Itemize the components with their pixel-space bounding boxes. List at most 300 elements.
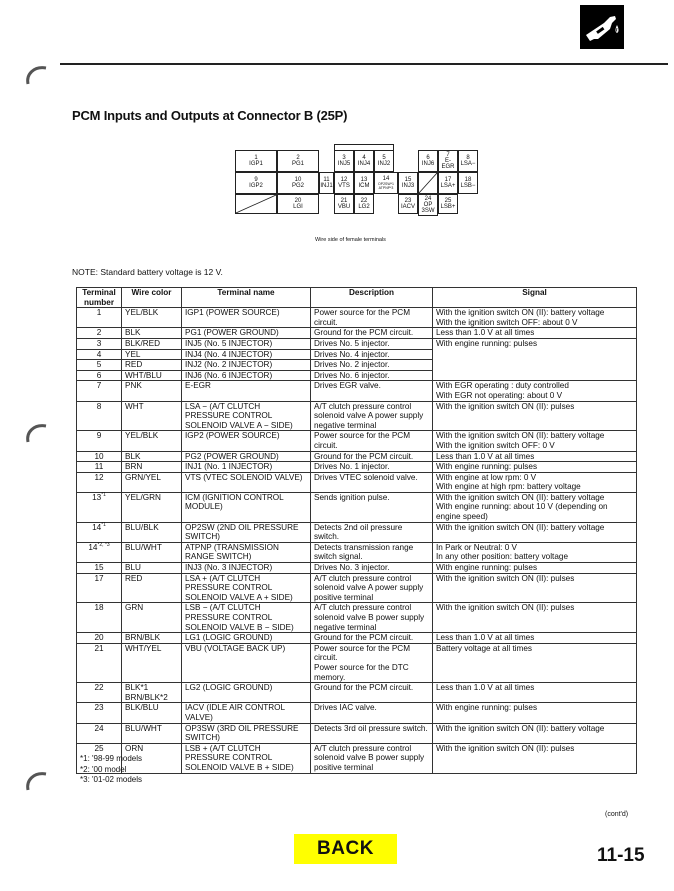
terminal-number: 14 <box>382 176 390 182</box>
cell-description-text: Drives EGR valve. <box>314 381 381 391</box>
terminal-number: 17 <box>444 177 452 183</box>
footnote: *2: '00 model <box>80 764 127 774</box>
cell-terminal-number-text: 18 <box>94 603 104 613</box>
table-row <box>77 522 637 542</box>
cell-signal-text: In Park or Neutral: 0 V In any other position: battery voltage <box>436 542 568 562</box>
table-row <box>77 492 637 522</box>
cell-terminal-name <box>182 723 311 743</box>
cell-signal <box>433 381 637 401</box>
terminal-number: 11 <box>323 177 330 183</box>
cell-wire-color <box>122 338 182 349</box>
cell-wire-color <box>122 349 182 360</box>
cell-wire-color-text: BRN <box>125 462 143 472</box>
cell-description-text: Ground for the PCM circuit. <box>314 683 414 693</box>
cell-terminal-number <box>77 328 122 339</box>
cell-terminal-name <box>182 360 311 371</box>
cell-terminal-name <box>182 643 311 682</box>
cell-terminal-name-text: INJ4 (No. 4 INJECTOR) <box>185 349 273 359</box>
cell-terminal-name <box>182 328 311 339</box>
terminal-label: INJ2 <box>377 161 391 167</box>
cell-description-text: Detects transmission range switch signal. <box>314 542 414 562</box>
cell-wire-color <box>122 431 182 451</box>
terminal-number: 5 <box>382 155 386 161</box>
cell-signal-text: With the ignition switch ON (II): pulses <box>436 573 575 583</box>
table-row <box>77 683 637 703</box>
cell-wire-color <box>122 542 182 562</box>
cell-description <box>311 603 433 633</box>
cell-terminal-number-text: 3 <box>96 338 102 348</box>
cell-terminal-name-text: IGP2 (POWER SOURCE) <box>185 431 280 441</box>
cell-terminal-name-text: INJ5 (No. 5 INJECTOR) <box>185 338 273 348</box>
cell-wire-color <box>122 472 182 492</box>
cell-signal <box>433 643 637 682</box>
cell-wire-color-text: BLU/BLK <box>125 522 159 532</box>
cell-terminal-name-text: ATPNP (TRANSMISSION RANGE SWITCH) <box>185 542 279 562</box>
cell-terminal-name-text: VBU (VOLTAGE BACK UP) <box>185 643 286 653</box>
terminal-number: 4 <box>362 155 366 161</box>
cell-terminal-name <box>182 472 311 492</box>
cell-description-text: Drives No. 3 injector. <box>314 563 390 573</box>
cell-terminal-number-text: 6 <box>96 370 102 380</box>
header-terminal-number: Terminal number <box>77 288 122 308</box>
cell-terminal-number-text: 1 <box>96 308 102 318</box>
terminal-label: LSA− <box>460 161 476 167</box>
cell-wire-color <box>122 308 182 328</box>
cell-terminal-number-text: 22 <box>94 683 104 693</box>
connector-terminal-20 <box>277 194 319 214</box>
cell-wire-color-text: BLK/BLU <box>125 703 159 713</box>
cell-description <box>311 451 433 462</box>
connector-terminal-22 <box>354 194 374 214</box>
cell-description <box>311 381 433 401</box>
cell-description-text: A/T clutch pressure control solenoid valve A power supply negative terminal <box>314 401 424 430</box>
cell-terminal-name-text: OP3SW (3RD OIL PRESSURE SWITCH) <box>185 723 299 743</box>
cell-signal-text: With engine at low rpm: 0 V With engine at high rpm: battery voltage <box>436 472 581 492</box>
cell-terminal-number <box>77 381 122 401</box>
cell-terminal-name-text: OP2SW (2ND OIL PRESSURE SWITCH) <box>185 522 299 542</box>
cell-terminal-name <box>182 522 311 542</box>
cell-signal <box>433 522 637 542</box>
cell-description <box>311 683 433 703</box>
cell-terminal-number-text: 25 <box>94 743 104 753</box>
cell-description <box>311 431 433 451</box>
cell-terminal-number <box>77 603 122 633</box>
connector-terminal-1 <box>235 150 277 172</box>
cell-wire-color <box>122 573 182 603</box>
cell-terminal-name-text: INJ3 (No. 3 INJECTOR) <box>185 563 273 573</box>
cell-description-text: Drives No. 2 injector. <box>314 360 390 370</box>
cell-terminal-name <box>182 743 311 773</box>
table-row <box>77 381 637 401</box>
cell-wire-color-text: WHT/BLU <box>125 370 162 380</box>
connector-terminal-24 <box>418 194 438 216</box>
terminal-label: INJ1 <box>320 183 333 189</box>
cell-signal <box>433 401 637 431</box>
cell-terminal-number-text: 24 <box>94 723 104 733</box>
binder-ring-mark <box>24 768 50 794</box>
table-row <box>77 723 637 743</box>
connector-terminal-12 <box>334 172 354 194</box>
terminal-label: INJ3 <box>401 183 415 189</box>
terminal-number: 23 <box>404 198 412 204</box>
cell-description <box>311 633 433 644</box>
cell-signal-text: With the ignition switch ON (II): pulses <box>436 603 575 613</box>
cell-description <box>311 522 433 542</box>
cell-wire-color <box>122 703 182 723</box>
cell-description <box>311 360 433 371</box>
cell-terminal-number-text: 10 <box>94 451 104 461</box>
header-terminal-name: Terminal name <box>182 288 311 308</box>
cell-description <box>311 338 433 349</box>
cell-description-text: Detects 2nd oil pressure switch. <box>314 522 403 542</box>
terminal-number: 3 <box>342 155 346 161</box>
cell-terminal-name <box>182 703 311 723</box>
cell-wire-color-text: BLK*1 BRN/BLK*2 <box>125 683 168 702</box>
cell-wire-color-text: RED <box>125 360 143 370</box>
cell-signal <box>433 703 637 723</box>
cell-terminal-name-text: LSB + (A/T CLUTCH PRESSURE CONTROL SOLENOID VALVE B + SIDE) <box>185 743 294 772</box>
cell-terminal-number-text: 13 <box>92 492 102 502</box>
cell-signal <box>433 563 637 574</box>
cell-terminal-number <box>77 633 122 644</box>
terminal-label: OP2SW*1 ATPNP*3 <box>378 182 394 190</box>
table-row <box>77 603 637 633</box>
cell-signal-text: Battery voltage at all times <box>436 643 533 653</box>
cell-terminal-name <box>182 462 311 473</box>
cell-description <box>311 462 433 473</box>
cell-signal <box>433 451 637 462</box>
cell-description-text: Power source for the PCM circuit. <box>314 431 411 450</box>
footnote-marker: *2, *3 <box>97 541 110 548</box>
cell-description <box>311 643 433 682</box>
cell-wire-color <box>122 462 182 473</box>
cell-description-text: Ground for the PCM circuit. <box>314 328 414 338</box>
cell-signal-text: With the ignition switch ON (II): battery voltage With engine running: about 10 V (depending on engine speed) <box>436 492 608 522</box>
cell-terminal-number-text: 7 <box>96 381 102 391</box>
table-row <box>77 308 637 328</box>
cell-terminal-number-text: 2 <box>96 328 102 338</box>
cell-wire-color <box>122 643 182 682</box>
cell-wire-color-text: YEL/GRN <box>125 492 161 502</box>
table-row <box>77 338 637 349</box>
footnotes <box>80 754 142 786</box>
cell-terminal-name <box>182 451 311 462</box>
cell-terminal-number <box>77 370 122 381</box>
cell-description <box>311 349 433 360</box>
cell-terminal-name <box>182 542 311 562</box>
cell-wire-color <box>122 633 182 644</box>
pcm-terminal-table <box>76 287 637 774</box>
cell-terminal-name-text: IACV (IDLE AIR CONTROL VALVE) <box>185 703 285 722</box>
connector-diagram <box>0 0 674 240</box>
terminal-number: 7 <box>446 152 450 158</box>
connector-terminal-4 <box>354 150 374 172</box>
connector-terminal-8 <box>458 150 478 172</box>
cell-terminal-name <box>182 308 311 328</box>
cell-wire-color-text: RED <box>125 573 143 583</box>
cell-description <box>311 573 433 603</box>
cell-description <box>311 723 433 743</box>
cell-terminal-number <box>77 522 122 542</box>
cell-terminal-number-text: 14 <box>88 542 98 552</box>
terminal-label: IACV <box>400 204 415 210</box>
table-row <box>77 431 637 451</box>
cell-terminal-name-text: LG1 (LOGIC GROUND) <box>185 633 273 643</box>
cell-terminal-name <box>182 603 311 633</box>
cell-wire-color <box>122 723 182 743</box>
cell-terminal-name-text: PG2 (POWER GROUND) <box>185 451 279 461</box>
table-row <box>77 703 637 723</box>
cell-signal-text: With the ignition switch ON (II): battery voltage <box>436 723 605 733</box>
cell-description-text: Drives No. 5 injector. <box>314 338 390 348</box>
cell-signal-text: With EGR operating : duty controlled With EGR not operating: about 0 V <box>436 381 569 400</box>
cell-wire-color-text: YEL <box>125 349 141 359</box>
connector-terminal-5 <box>374 150 394 172</box>
cell-wire-color-text: BLU <box>125 563 141 573</box>
cell-description <box>311 308 433 328</box>
cell-terminal-number-text: 12 <box>94 472 104 482</box>
cell-wire-color-text: BRN/BLK <box>125 633 161 643</box>
table-row <box>77 563 637 574</box>
cell-signal-text: Less than 1.0 V at all times <box>436 633 535 643</box>
cell-signal <box>433 472 637 492</box>
terminal-label: INJ4 <box>357 161 371 167</box>
cell-signal-text: With the ignition switch ON (II): battery voltage With the ignition switch OFF: about 0 V <box>436 308 605 327</box>
terminal-label: LSB+ <box>440 204 456 210</box>
cell-wire-color <box>122 451 182 462</box>
connector-terminal-15 <box>398 172 418 194</box>
terminal-label: LGI <box>293 204 303 210</box>
cell-terminal-name-text: E-EGR <box>185 381 211 391</box>
cell-terminal-number-text: 4 <box>96 349 102 359</box>
terminal-label: INJ6 <box>421 161 435 167</box>
cell-signal-text: With engine running: pulses <box>436 563 538 573</box>
cell-wire-color <box>122 492 182 522</box>
cell-terminal-name <box>182 633 311 644</box>
cell-terminal-number <box>77 683 122 703</box>
footnote-marker: *1 <box>101 521 106 528</box>
terminal-number: 25 <box>444 198 452 204</box>
cell-wire-color-text: PNK <box>125 381 142 391</box>
cell-description-text: Detects 3rd oil pressure switch. <box>314 723 428 733</box>
cell-terminal-name-text: VTS (VTEC SOLENOID VALVE) <box>185 472 303 482</box>
terminal-label: INJ5 <box>337 161 351 167</box>
table-row <box>77 542 637 562</box>
connector-caption: Wire side of female terminals <box>315 237 386 243</box>
terminal-label: IGP2 <box>249 183 263 189</box>
cell-description <box>311 743 433 773</box>
table-row <box>77 472 637 492</box>
cell-terminal-number <box>77 703 122 723</box>
cell-terminal-name-text: LG2 (LOGIC GROUND) <box>185 683 273 693</box>
cell-terminal-number <box>77 360 122 371</box>
cell-terminal-name-text: INJ1 (No. 1 INJECTOR) <box>185 462 273 472</box>
cell-terminal-name <box>182 349 311 360</box>
connector-terminal-7 <box>438 150 458 172</box>
cell-signal <box>433 573 637 603</box>
continued-label: (cont'd) <box>605 811 629 818</box>
cell-terminal-number <box>77 462 122 473</box>
cell-terminal-name-text: LSA + (A/T CLUTCH PRESSURE CONTROL SOLENOID VALVE A + SIDE) <box>185 573 293 602</box>
connector-terminal-25 <box>438 194 458 214</box>
connector-terminal-2 <box>277 150 319 172</box>
cell-terminal-number-text: 17 <box>94 573 104 583</box>
cell-description-text: Drives VTEC solenoid valve. <box>314 472 418 482</box>
terminal-label: VBU <box>337 204 351 210</box>
terminal-label: LG2 <box>358 204 370 210</box>
footnote: *3: '01-02 models <box>80 775 143 784</box>
back-button[interactable]: BACK <box>294 834 397 864</box>
cell-terminal-number-text: 5 <box>96 360 102 370</box>
cell-signal-text: Less than 1.0 V at all times <box>436 683 535 693</box>
cell-terminal-name <box>182 573 311 603</box>
cell-signal-text: With the ignition switch ON (II): pulses <box>436 743 575 753</box>
cell-description-text: Ground for the PCM circuit. <box>314 451 414 461</box>
cell-signal-text: With the ignition switch ON (II): battery voltage With the ignition switch OFF: 0 V <box>436 431 605 450</box>
cell-wire-color <box>122 683 182 703</box>
table-row <box>77 573 637 603</box>
cell-terminal-number <box>77 723 122 743</box>
connector-terminal-13 <box>354 172 374 194</box>
cell-wire-color <box>122 370 182 381</box>
binder-ring-mark <box>24 420 50 446</box>
terminal-number: 22 <box>360 198 368 204</box>
cell-terminal-number <box>77 308 122 328</box>
cell-terminal-name-text: LSA − (A/T CLUTCH PRESSURE CONTROL SOLENOID VALVE A − SIDE) <box>185 401 293 430</box>
cell-terminal-number <box>77 542 122 562</box>
cell-signal-text: With the ignition switch ON (II): battery voltage <box>436 522 605 532</box>
cell-terminal-number <box>77 643 122 682</box>
terminal-number: 21 <box>340 198 348 204</box>
cell-terminal-name-text: LSB − (A/T CLUTCH PRESSURE CONTROL SOLENOID VALVE B − SIDE) <box>185 603 294 632</box>
cell-terminal-name-text: INJ6 (No. 6 INJECTOR) <box>185 370 273 380</box>
cell-wire-color-text: WHT/YEL <box>125 643 162 653</box>
terminal-number: 20 <box>294 198 302 204</box>
cell-terminal-name <box>182 431 311 451</box>
cell-terminal-name <box>182 338 311 349</box>
cell-description-text: Drives No. 4 injector. <box>314 349 390 359</box>
cell-description <box>311 563 433 574</box>
terminal-label: OP 3SW <box>421 202 435 214</box>
table-row <box>77 328 637 339</box>
cell-terminal-number <box>77 451 122 462</box>
cell-wire-color-text: ORN <box>125 743 144 753</box>
table-row <box>77 643 637 682</box>
cell-wire-color <box>122 401 182 431</box>
cell-description <box>311 401 433 431</box>
cell-signal <box>433 723 637 743</box>
cell-wire-color-text: YEL/BLK <box>125 308 159 318</box>
table-row <box>77 401 637 431</box>
terminal-number: 8 <box>466 155 470 161</box>
connector-terminal-3 <box>334 150 354 172</box>
cell-description-text: Power source for the PCM circuit. <box>314 308 411 327</box>
header-wire-color: Wire color <box>122 288 182 308</box>
cell-terminal-number-text: 23 <box>94 703 104 713</box>
cell-terminal-number <box>77 563 122 574</box>
cell-terminal-number-text: 14 <box>92 522 102 532</box>
terminal-label: VTS <box>338 183 350 189</box>
terminal-number: 1 <box>254 155 258 161</box>
cell-description-text: Drives IAC valve. <box>314 703 377 713</box>
cell-terminal-number-text: 20 <box>94 633 104 643</box>
cell-terminal-name <box>182 563 311 574</box>
cell-wire-color <box>122 522 182 542</box>
cell-terminal-name <box>182 683 311 703</box>
cell-description-text: Drives No. 1 injector. <box>314 462 390 472</box>
terminal-number: 13 <box>360 177 368 183</box>
terminal-number: 24 <box>424 196 432 202</box>
connector-terminal-18 <box>458 172 478 194</box>
cell-terminal-number <box>77 338 122 349</box>
cell-terminal-number <box>77 431 122 451</box>
cell-terminal-number <box>77 401 122 431</box>
cell-terminal-number <box>77 573 122 603</box>
cell-signal <box>433 431 637 451</box>
cell-terminal-name-text: ICM (IGNITION CONTROL MODULE) <box>185 492 284 512</box>
cell-description <box>311 328 433 339</box>
terminal-number: 18 <box>464 177 472 183</box>
cell-wire-color-text: BLU/WHT <box>125 542 162 552</box>
cell-description <box>311 703 433 723</box>
terminal-number: 2 <box>296 155 300 161</box>
cell-terminal-name <box>182 370 311 381</box>
table-row <box>77 743 637 773</box>
cell-signal <box>433 633 637 644</box>
cell-wire-color <box>122 603 182 633</box>
cell-description-text: Drives No. 6 injector. <box>314 370 390 380</box>
cell-signal <box>433 328 637 339</box>
connector-blank-cell <box>235 194 277 214</box>
connector-terminal-21 <box>334 194 354 214</box>
cell-wire-color-text: GRN/YEL <box>125 472 161 482</box>
header-signal: Signal <box>433 288 637 308</box>
connector-terminal-10 <box>277 172 319 194</box>
cell-signal <box>433 683 637 703</box>
cell-description-text: Power source for the PCM circuit. Power source for the DTC memory. <box>314 643 411 682</box>
cell-terminal-number-text: 11 <box>94 462 104 472</box>
terminal-number: 9 <box>254 177 258 183</box>
cell-description <box>311 370 433 381</box>
footnote: *1: '98-99 models <box>80 754 143 763</box>
cell-description-text: A/T clutch pressure control solenoid valve B power supply negative terminal <box>314 603 425 632</box>
cell-terminal-name-text: PG1 (POWER GROUND) <box>185 328 279 338</box>
terminal-number: 15 <box>404 177 412 183</box>
cell-wire-color-text: WHT <box>125 401 144 411</box>
cell-signal <box>433 743 637 773</box>
connector-terminal-17 <box>438 172 458 194</box>
section-title: PCM Inputs and Outputs at Connector B (25P) <box>72 108 348 123</box>
footnote-marker: *1 <box>101 491 106 498</box>
cell-description <box>311 492 433 522</box>
cell-signal <box>433 603 637 633</box>
table-row <box>77 451 637 462</box>
terminal-label: PG2 <box>291 183 304 189</box>
header-description: Description <box>311 288 433 308</box>
cell-signal-text: With the ignition switch ON (II): pulses <box>436 401 575 411</box>
cell-wire-color <box>122 563 182 574</box>
cell-wire-color <box>122 328 182 339</box>
cell-wire-color <box>122 360 182 371</box>
terminal-label: E-EGR <box>441 158 455 170</box>
cell-wire-color-text: BLK/RED <box>125 338 161 348</box>
terminal-label: LSA+ <box>440 183 456 189</box>
cell-description-text: Ground for the PCM circuit. <box>314 633 414 643</box>
cell-signal-text: Less than 1.0 V at all times <box>436 328 535 338</box>
cell-terminal-number-text: 9 <box>96 431 102 441</box>
terminal-label: ICM <box>358 183 370 189</box>
cell-description-text: Sends ignition pulse. <box>314 492 390 502</box>
